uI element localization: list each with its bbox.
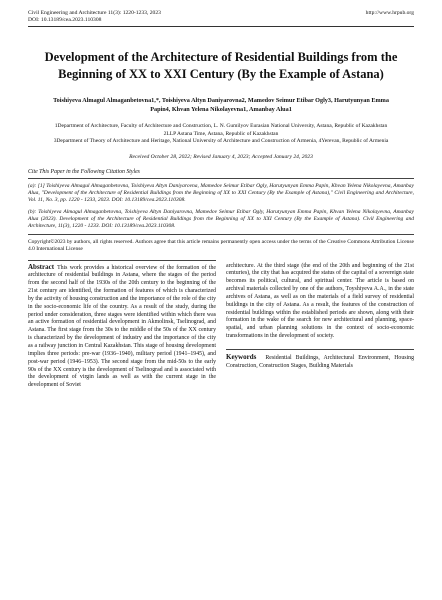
citation-style-b: (b): Toishiyeva Almagul Almaganbetovna, Toishiyeva Altyn Daniyarovna, Mamedov Seimur Etibar Ogly, Harutyunyan Emma Papin, Khvan Yelena Nikolayevna, Amanbay Alua (2023). Development of the Architecture of Residential Buildings from the Beginning of XX to XXI Century (By the Example of Astana). Civil Engineering and Architecture, 11(3), 1220 - 1233. DOI: 10.13189/cea.2023.110308.	[28, 208, 414, 229]
doi-text: DOI: 10.13189/cea.2023.110308	[28, 17, 102, 23]
keywords-label: Keywords	[226, 352, 257, 361]
body-columns	[28, 260, 414, 391]
citation-heading: Cite This Paper in the Following Citation Styles	[28, 168, 140, 175]
affiliation-3: 3Department of Theory of Architecture and Heritage, National University of Architecture and Construction of Armenia, 4Yerevan, Republic of Armenia	[53, 138, 389, 144]
abstract-right-column	[226, 260, 414, 391]
abstract-text-right: architecture. At the third stage (the end of the 20th and beginning of the 21st centuries), the city that has acquired the status of the capital of a sovereign state becomes its political, cultural, and spiritual center. The article is based on archival materials collected by one of the authors, Toyshiyeva A.A., in the state archives of Astana, as well as on the materials of a field survey of residential buildings in the city of Astana. As a result, the features of the construction of residential buildings within the established periods are shown, along with their formation in the wake of the search for new architectural and planning, space-spatial, and urban planning solutions in the context of socio-economic transformations in the development of society.	[226, 262, 414, 340]
keywords-rule	[226, 349, 414, 350]
running-header	[28, 10, 414, 24]
journal-url[interactable]: http://www.hrpub.org	[365, 10, 414, 16]
submission-dates: Received October 28, 2022; Revised January 4, 2023; Accepted January 24, 2023	[129, 153, 313, 160]
abstract-left-column	[28, 260, 216, 391]
author-list: Toishiyeva Almagul Almaganbetovna1,*, Toishiyeva Altyn Daniyarovna2, Mamedov Seimur Etibar Ogly3, Harutyunyan Emma Papin4, Khvan Yelena Nikolayevna1, Amanbay Alua1	[53, 97, 389, 113]
abstract-label: Abstract	[28, 262, 55, 271]
journal-citation: Civil Engineering and Architecture 11(3): 1220-1233, 2023	[28, 10, 161, 16]
citation-box	[28, 178, 414, 235]
paper-page	[28, 10, 414, 390]
journal-info	[28, 10, 161, 24]
affiliation-2: 2LLP Astana Time, Astana, Republic of Kazakhstan	[163, 130, 279, 137]
affiliations	[28, 123, 414, 145]
keywords-text: Residential Buildings, Architectural Environment, Housing Construction, Construction Stages, Building Materials	[226, 354, 414, 369]
affiliation-1: 1Department of Architecture, Faculty of Architecture and Construction, L. N. Gumilyov Eurasian National University, Astana, Republic of Kazakhstan	[54, 123, 388, 130]
keywords-section	[226, 354, 414, 371]
header-rule	[28, 26, 414, 27]
paper-title: Development of the Architecture of Residential Buildings from the Beginning of XX to XXI Century (By the Example of Astana)	[44, 50, 398, 81]
copyright-notice: Copyright©2023 by authors, all rights reserved. Authors agree that this article remains permanently open access under the terms of the Creative Commons Attribution License 4.0 International License	[28, 239, 414, 253]
abstract-text-left: This work provides a historical overview of the formation of the architecture of residential buildings in Astana, where the stages of the period from the second half of the 1930s of the 20th century to the beginning of the 21st century are identified, the formation of features of which is characterized by the activity of housing construction and the importance of the role of the city in the socio-economic life of the country. As a result of the study, during the period under consideration, three stages were identified within which there was an active formation of residential development in Akmolinsk, Tselinograd, and Astana. The first stage from the 30s to the middle of the 50s of the XX century is characterized by the development of industry and the importance of the city as a railway junction in Central Kazakhstan. This stage of housing development implies three periods: pre-war (1936–1940), military period (1941–1945), and post-war period (1946–1953). The second stage from the mid-50s to the early 90s of the XX century is the development of Tselinograd and is associated with the development of virgin lands as well as with the current stage in the development of Soviet	[28, 264, 216, 389]
citation-style-a: (a): [1] Toishiyeva Almagul Almaganbetovna, Toishiyeva Altyn Daniyarovna, Mamedov Seimur Etibar Ogly, Harutyunyan Emma Papin, Khvan Yelena Nikolayevna, Amanbay Alua, "Development of the Architecture of Residential Buildings from the Beginning of XX to XXI Century (By the Example of Astana)," Civil Engineering and Architecture, Vol. 11, No. 3, pp. 1220 - 1233, 2023. DOI: 10.13189/cea.2023.110308.	[28, 182, 414, 204]
